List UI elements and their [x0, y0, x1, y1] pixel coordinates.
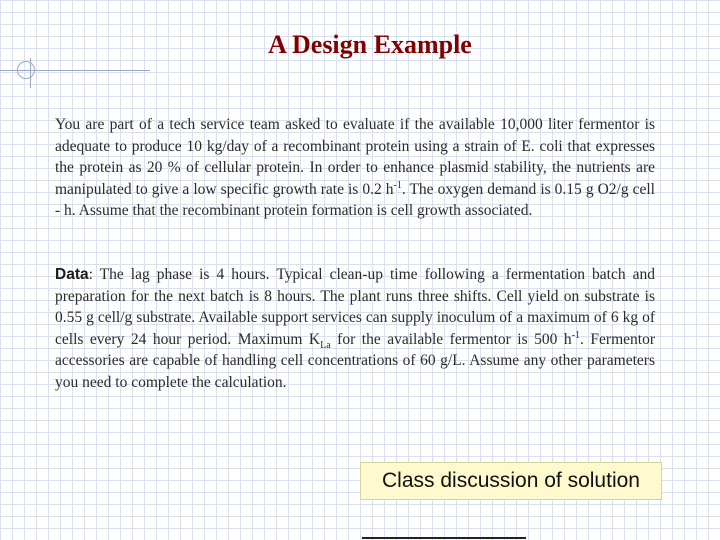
problem-text-b: . The oxygen demand is 0.15 g O2/g cell - h. Assume that the recombinant protein formation is cell growth associated.: [55, 180, 655, 220]
bottom-underline-bar: [362, 537, 526, 539]
decorative-circle: [17, 61, 35, 79]
data-text-a: : The lag phase is 4 hours. Typical clean-up time following a fermentation batch and preparation for the next batch is 8 hours. The plant runs three shifts. Cell yield on substrate is 0.55 g cell/g substrate. Available support services can supply inoculum of a maximum of 6 kg of cells every 24 hour period. Maximum K: [55, 266, 655, 348]
data-text-b: for the available fermentor is 500 h: [330, 330, 572, 348]
data-text-c: . Fermentor accessories are capable of handling cell concentrations of 60 g/L. Assume any other parameters you need to complete the calculation.: [55, 330, 655, 391]
growth-rate-exponent: -1: [393, 179, 402, 191]
problem-paragraph: [55, 114, 655, 222]
data-label: Data: [55, 266, 89, 283]
class-discussion-callout: Class discussion of solution: [360, 462, 662, 500]
slide-title: A Design Example: [268, 30, 472, 59]
problem-text-a: You are part of a tech service team asked to evaluate if the available 10,000 liter fermentor is adequate to produce 10 kg/day of a recombinant protein using a strain of E. coli that expresses the protein as 20 % of cellular protein. In order to enhance plasmid stability, the nutrients are manipulated to give a low specific growth rate is 0.2 h: [55, 116, 655, 198]
kla-exponent: -1: [571, 329, 581, 341]
data-paragraph: [55, 264, 655, 394]
kla-subscript: La: [320, 339, 331, 351]
